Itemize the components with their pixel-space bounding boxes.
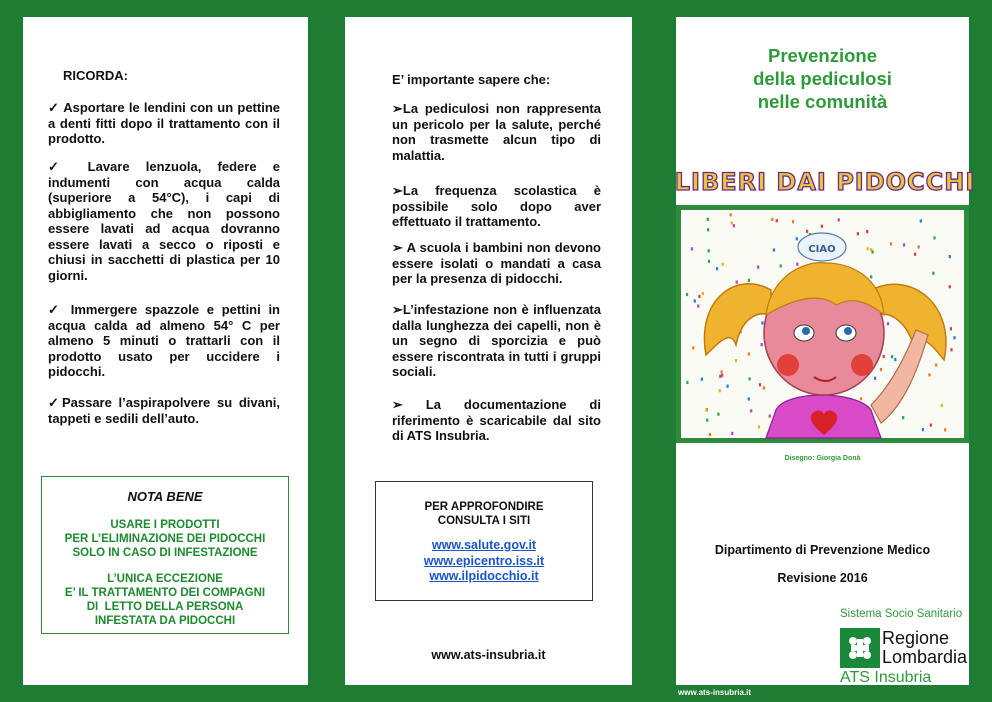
right-panel (674, 17, 976, 686)
main-title (676, 44, 969, 113)
nota-bene-title: NOTA BENE (127, 489, 203, 504)
nota-line: USARE I PRODOTTI (110, 519, 220, 531)
nota-bene-box (41, 476, 289, 634)
nota-line: INFESTATA DA PIDOCCHI (94, 615, 236, 627)
middle-panel (345, 17, 632, 685)
nota-line: DI LETTO DELLA PERSONA (86, 601, 244, 613)
hat-text: CIAO (808, 244, 836, 255)
main-title-line: nelle comunità (757, 91, 888, 112)
ricorda-item: ✓ Lavare lenzuola, federe e indumenti con acqua calda (superiore a 54°C), i capi di abbigliamento che non possono essere lavati ad acqua dovranno essere lavati a secco o riposti e chiusi in sacchetti di plastica per 10 giorni. (48, 159, 280, 283)
approfondire-title-line: PER APPROFONDIRE (424, 501, 544, 513)
liberi-dai-pidocchi-banner (674, 163, 976, 199)
drawing-caption: Disegno: Giorgia Donà (784, 455, 861, 462)
left-panel (23, 17, 308, 685)
nota-bene-paragraph (42, 518, 288, 560)
child-drawing (676, 205, 969, 443)
important-item: ➢L’infestazione non è influenzata dalla lunghezza dei capelli, non è un segno di sporcizia e può essere riscontrata in tutti i gruppi sociali. (392, 302, 601, 379)
system-label: Sistema Socio Sanitario (840, 608, 963, 620)
link-epicentro[interactable]: www.epicentro.iss.it (423, 553, 545, 568)
ricorda-heading: RICORDA: (63, 68, 128, 83)
regione-lombardia-logo-icon (840, 628, 880, 668)
important-item: ➢ A scuola i bambini non devono essere isolati o mandati a casa per la presenza di pidocchi. (392, 240, 601, 286)
region-line-1: Regione (882, 628, 950, 648)
important-item: ➢La pediculosi non rappresenta un pericolo per la salute, perché non trasmette alcun tipo di malattia. (392, 101, 601, 163)
ricorda-item: ✓ Asportare le lendini con un pettine a denti fitti dopo il trattamento con il prodotto. (48, 100, 280, 146)
ricorda-item: ✓Passare l’aspirapolvere su divani, tappeti e sedili dell’auto. (48, 395, 280, 426)
region-line-2: Lombardia (882, 647, 968, 667)
outer-url: www.ats-insubria.it (678, 688, 752, 697)
link-ilpidocchio[interactable]: www.ilpidocchio.it (429, 569, 539, 583)
ricorda-item: ✓ Immergere spazzole e pettini in acqua calda ad almeno 54° C per almeno 5 minuti o trattarli con il prodotto usato per uccidere i pidocchi. (48, 302, 280, 379)
nota-bene-paragraph (42, 572, 288, 628)
nota-line: E’ IL TRATTAMENTO DEI COMPAGNI (64, 587, 266, 599)
nota-line: L’UNICA ECCEZIONE (107, 573, 223, 585)
main-title-line: Prevenzione (768, 45, 877, 66)
approfondire-title (376, 500, 592, 528)
middle-footer-url: www.ats-insubria.it (431, 648, 546, 662)
ats-name: ATS Insubria (840, 669, 932, 686)
important-item: ➢La frequenza scolastica è possibile solo dopo aver effettuato il trattamento. (392, 183, 601, 229)
approfondire-box (375, 481, 593, 601)
nota-line: PER L’ELIMINAZIONE DEI PIDOCCHI (64, 533, 266, 545)
link-salute[interactable]: www.salute.gov.it (431, 538, 537, 552)
department-name: Dipartimento di Prevenzione Medico (714, 543, 931, 557)
nota-line: SOLO IN CASO DI INFESTAZIONE (72, 547, 258, 559)
revision-label: Revisione 2016 (777, 571, 868, 585)
main-title-line: della pediculosi (753, 68, 892, 89)
important-heading: E’ importante sapere che: (392, 72, 551, 87)
approfondire-title-line: CONSULTA I SITI (437, 515, 531, 527)
banner-text: LIBERI DAI PIDOCCHI (674, 168, 976, 196)
important-item: ➢ La documentazione di riferimento è scaricabile dal sito di ATS Insubria. (392, 397, 601, 443)
